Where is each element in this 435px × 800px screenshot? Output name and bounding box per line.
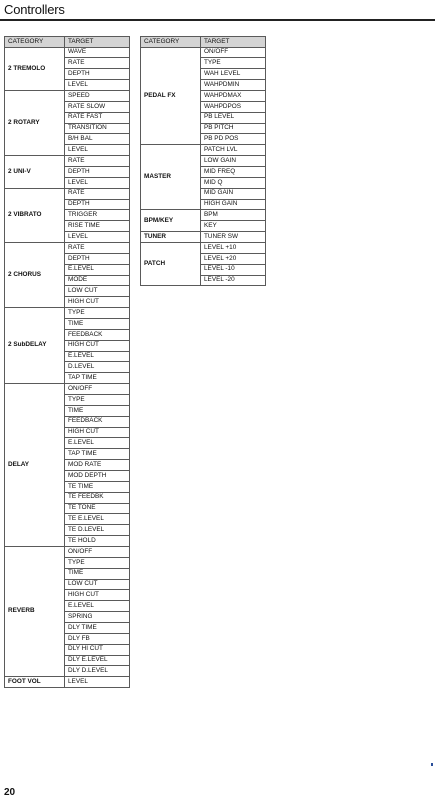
target-cell: E.LEVEL [65,601,130,612]
table-row [5,677,130,688]
target-cell: TAP TIME [65,373,130,384]
category-cell: DELAY [5,384,65,547]
target-cell: RATE [65,242,130,253]
target-cell: TE HOLD [65,536,130,547]
target-cell: DLY E.LEVEL [65,655,130,666]
target-cell: LEVEL -10 [201,264,266,275]
target-cell: DEPTH [65,253,130,264]
category-cell: BPM/KEY [141,210,201,232]
category-cell: MASTER [141,145,201,210]
table-row [5,47,130,58]
target-cell: LOW CUT [65,579,130,590]
category-cell: TUNER [141,232,201,243]
table-row [5,156,130,167]
target-cell: ON/OFF [65,384,130,395]
table-row [141,145,266,156]
target-cell: LOW CUT [65,286,130,297]
target-cell: RATE SLOW [65,101,130,112]
target-cell: TE D.LEVEL [65,525,130,536]
table-row [5,384,130,395]
target-cell: PATCH LVL [201,145,266,156]
page-title: Controllers [4,2,65,17]
target-cell: PB PITCH [201,123,266,134]
target-cell: E.LEVEL [65,438,130,449]
target-cell: MODE [65,275,130,286]
target-cell: ON/OFF [201,47,266,58]
target-cell: E.LEVEL [65,351,130,362]
target-cell: HIGH CUT [65,427,130,438]
category-cell: FOOT VOL [5,677,65,688]
target-cell: MOD DEPTH [65,471,130,482]
table-row [5,90,130,101]
table-row [141,47,266,58]
target-cell: MID Q [201,177,266,188]
target-cell: RATE [65,156,130,167]
page-number: 20 [4,787,16,798]
target-cell: TYPE [65,395,130,406]
category-column-header: CATEGORY [5,37,65,48]
target-cell: RATE [65,188,130,199]
target-cell: DEPTH [65,199,130,210]
target-cell: WAHPDPOS [201,101,266,112]
target-cell: TYPE [65,308,130,319]
table-row [141,232,266,243]
target-cell: LEVEL [65,232,130,243]
target-cell: LEVEL [65,677,130,688]
target-cell: D.LEVEL [65,362,130,373]
category-cell: PATCH [141,242,201,285]
target-cell: RISE TIME [65,221,130,232]
target-cell: TUNER SW [201,232,266,243]
target-cell: LEVEL [65,80,130,91]
target-cell: HIGH GAIN [201,199,266,210]
target-cell: WAH LEVEL [201,69,266,80]
target-cell: DLY TIME [65,623,130,634]
target-cell: LEVEL [65,177,130,188]
target-cell: PB LEVEL [201,112,266,123]
target-cell: DLY FB [65,633,130,644]
target-cell: DEPTH [65,166,130,177]
target-cell: RATE [65,58,130,69]
category-cell: 2 TREMOLO [5,47,65,90]
target-cell: TRANSITION [65,123,130,134]
target-cell: LEVEL +10 [201,242,266,253]
target-cell: B/H BAL [65,134,130,145]
title-rule [0,19,435,21]
table-header-row [5,37,130,48]
target-cell: TIME [65,568,130,579]
target-cell: PB PD POS [201,134,266,145]
category-cell: 2 UNI-V [5,156,65,189]
target-cell: TIME [65,405,130,416]
target-cell: FEEDBACK [65,329,130,340]
table-header-row [141,37,266,48]
category-cell: PEDAL FX [141,47,201,145]
target-cell: HIGH CUT [65,590,130,601]
category-cell: 2 ROTARY [5,90,65,155]
target-cell: DLY D.LEVEL [65,666,130,677]
target-cell: DEPTH [65,69,130,80]
target-cell: BPM [201,210,266,221]
target-cell: MID FREQ [201,166,266,177]
target-cell: TAP TIME [65,449,130,460]
target-column-header: TARGET [65,37,130,48]
target-cell: E.LEVEL [65,264,130,275]
controllers-table-left [4,36,130,688]
target-cell: TYPE [65,557,130,568]
target-cell: LOW GAIN [201,156,266,167]
target-cell: TE FEEDBK [65,492,130,503]
target-cell: MID GAIN [201,188,266,199]
target-cell: RATE FAST [65,112,130,123]
table-row [5,547,130,558]
table-row [5,308,130,319]
margin-mark [431,763,433,766]
table-row [141,242,266,253]
category-cell: 2 CHORUS [5,242,65,307]
category-cell: REVERB [5,547,65,677]
category-cell: 2 VIBRATO [5,188,65,242]
target-cell: LEVEL [65,145,130,156]
target-cell: TE E.LEVEL [65,514,130,525]
target-cell: KEY [201,221,266,232]
controllers-table-right [140,36,266,286]
target-cell: TRIGGER [65,210,130,221]
target-cell: WAVE [65,47,130,58]
target-cell: SPRING [65,612,130,623]
target-cell: ON/OFF [65,547,130,558]
table-row [141,210,266,221]
target-cell: FEEDBACK [65,416,130,427]
table-row [5,242,130,253]
category-column-header: CATEGORY [141,37,201,48]
target-cell: LEVEL +20 [201,253,266,264]
target-cell: HIGH CUT [65,297,130,308]
target-cell: WAHPDMAX [201,90,266,101]
category-cell: 2 SubDELAY [5,308,65,384]
table-row [5,188,130,199]
target-cell: TE TONE [65,503,130,514]
target-cell: DLY HI CUT [65,644,130,655]
target-column-header: TARGET [201,37,266,48]
target-cell: TIME [65,318,130,329]
target-cell: HIGH CUT [65,340,130,351]
target-cell: TYPE [201,58,266,69]
target-cell: LEVEL -20 [201,275,266,286]
target-cell: WAHPDMIN [201,80,266,91]
target-cell: MOD RATE [65,460,130,471]
target-cell: SPEED [65,90,130,101]
target-cell: TE TIME [65,481,130,492]
